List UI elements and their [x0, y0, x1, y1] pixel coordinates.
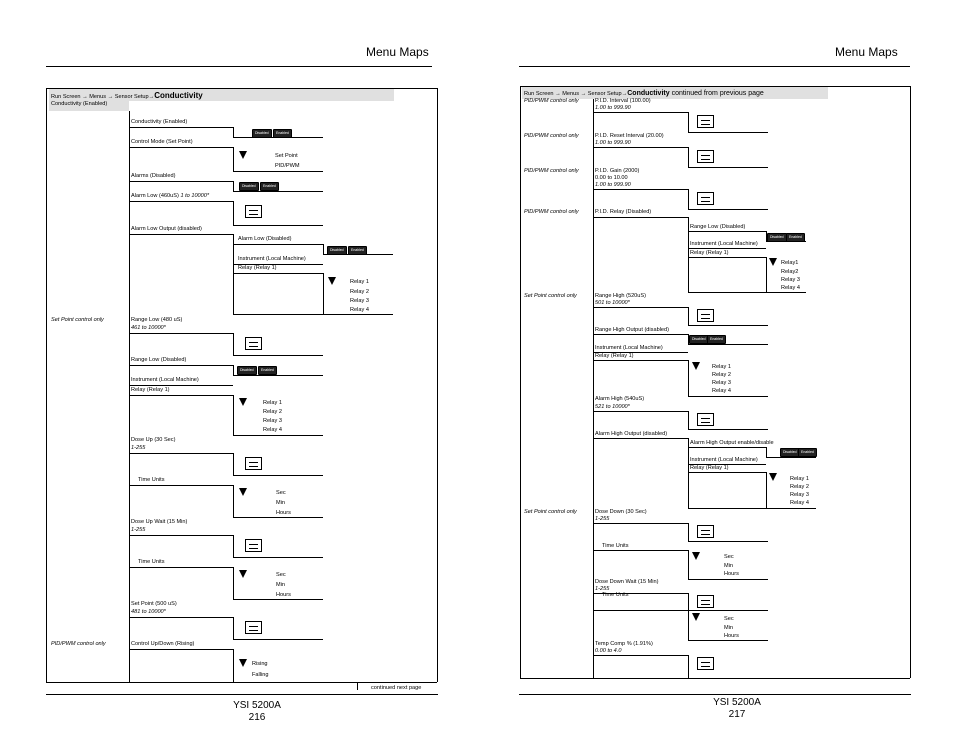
- option: Sec: [724, 554, 734, 560]
- disabled-button-icon: Disabled: [237, 366, 257, 375]
- menu-item: P.I.D. Reset Interval (20.00): [595, 133, 664, 139]
- range-text: 1-255: [595, 586, 610, 592]
- dropdown-arrow-icon: [769, 258, 777, 266]
- keyboard-icon: [697, 657, 714, 670]
- option: Relay 4: [350, 307, 369, 313]
- menu-item: P.I.D. Interval (100.00): [595, 98, 651, 104]
- range-text: 1.00 to 999.90: [595, 182, 631, 188]
- submenu-item: Instrument (Local Machine): [238, 256, 306, 262]
- option: Relay 3: [781, 277, 800, 283]
- disabled-button-icon: Disabled: [239, 182, 259, 191]
- keyboard-icon: [697, 115, 714, 128]
- option: PID/PWM: [275, 163, 300, 169]
- menu-item: Alarm Low (460uS) 1 to 10000*: [131, 193, 210, 199]
- enabled-button-icon: Enabled: [258, 366, 277, 375]
- range-text: 1-255: [131, 527, 146, 533]
- continued-note: continued next page: [371, 685, 422, 691]
- side-label: PID/PWM control only: [524, 209, 579, 215]
- keyboard-icon: [697, 150, 714, 163]
- submenu-item: Range Low (Disabled): [690, 224, 746, 230]
- keyboard-icon: [245, 539, 262, 552]
- menu-item: Dose Up (30 Sec): [131, 437, 176, 443]
- breadcrumb-title: Conductivity: [154, 91, 203, 100]
- menu-item: Alarm High Output (disabled): [595, 431, 668, 437]
- option: Relay 2: [790, 484, 809, 490]
- option: Relay 1: [350, 279, 369, 285]
- option: Min: [724, 625, 734, 631]
- enabled-button-icon: Enabled: [348, 246, 367, 255]
- root-item: Conductivity (Enabled): [51, 101, 108, 107]
- option: Hours: [276, 510, 291, 516]
- menu-item: Range High (520uS): [595, 293, 646, 299]
- menu-item: P.I.D. Gain (2000): [595, 168, 640, 174]
- enabled-button-icon: Enabled: [273, 129, 292, 138]
- submenu-item: Alarm Low (Disabled): [238, 236, 292, 242]
- submenu-item: Relay (Relay 1): [238, 265, 277, 271]
- menu-item: Control Mode (Set Point): [131, 139, 193, 145]
- menu-item: Conductivity (Enabled): [131, 119, 188, 125]
- dropdown-arrow-icon: [692, 362, 700, 370]
- option: Relay 3: [790, 492, 809, 498]
- option: Relay 4: [790, 500, 809, 506]
- dropdown-arrow-icon: [769, 473, 777, 481]
- keyboard-icon: [245, 337, 262, 350]
- menu-item: Dose Down Wait (15 Min): [595, 579, 659, 585]
- disabled-button-icon: Disabled: [252, 129, 272, 138]
- option: Relay 3: [263, 418, 282, 424]
- disabled-button-icon: Disabled: [767, 233, 787, 242]
- side-label: PID/PWM control only: [524, 98, 579, 104]
- side-label: PID/PWM control only: [524, 168, 579, 174]
- side-label: PID/PWM control only: [51, 641, 106, 647]
- menu-item: Control Up/Down (Rising): [131, 641, 195, 647]
- menu-item: Time Units: [138, 559, 165, 565]
- menu-item: Alarms (Disabled): [131, 173, 176, 179]
- enabled-button-icon: Enabled: [786, 233, 805, 242]
- submenu-item: Alarm High Output enable/disable: [690, 440, 774, 446]
- menu-item: Relay (Relay 1): [131, 387, 170, 393]
- option: Rising: [252, 661, 268, 667]
- option: Hours: [724, 633, 739, 639]
- option: Relay2: [781, 269, 799, 275]
- option: Min: [276, 500, 286, 506]
- side-label: Set Point control only: [51, 317, 104, 323]
- menu-item: Relay (Relay 1): [595, 353, 634, 359]
- option: Sec: [724, 616, 734, 622]
- keyboard-icon: [245, 205, 262, 218]
- option: Hours: [276, 592, 291, 598]
- disabled-button-icon: Disabled: [689, 335, 709, 344]
- continue-arrow-icon: [357, 682, 367, 690]
- page-header: Menu Maps: [835, 45, 898, 59]
- menu-item: Instrument (Local Machine): [595, 345, 663, 351]
- option: Relay1: [781, 260, 799, 266]
- keyboard-icon: [697, 309, 714, 322]
- menu-item: Instrument (Local Machine): [131, 377, 199, 383]
- submenu-item: Relay (Relay 1): [690, 465, 729, 471]
- range-text: 0.00 to 10.00: [595, 175, 628, 181]
- option: Hours: [724, 571, 739, 577]
- menu-item: Dose Down (30 Sec): [595, 509, 647, 515]
- side-label: Set Point control only: [524, 509, 577, 515]
- dropdown-arrow-icon: [692, 552, 700, 560]
- menu-item: Alarm High (540uS): [595, 396, 645, 402]
- range-text: 1-255: [131, 445, 146, 451]
- submenu-item: Instrument (Local Machine): [690, 241, 758, 247]
- submenu-item: Relay (Relay 1): [690, 250, 729, 256]
- page-footer: YSI 5200A 216: [233, 700, 281, 723]
- menu-item: Dose Up Wait (15 Min): [131, 519, 188, 525]
- option: Relay 1: [712, 364, 731, 370]
- range-text: 1.00 to 999.90: [595, 140, 631, 146]
- option: Relay 4: [712, 388, 731, 394]
- page-header: Menu Maps: [366, 45, 429, 59]
- option: Relay 1: [263, 400, 282, 406]
- menu-item: Time Units: [602, 592, 629, 598]
- range-text: 461 to 10000*: [131, 325, 166, 331]
- keyboard-icon: [245, 457, 262, 470]
- keyboard-icon: [697, 525, 714, 538]
- option: Relay 3: [712, 380, 731, 386]
- menu-item: Range High Output (disabled): [595, 327, 670, 333]
- dropdown-arrow-icon: [692, 613, 700, 621]
- menu-item: Range Low (480 uS): [131, 317, 183, 323]
- side-label: Set Point control only: [524, 293, 577, 299]
- option: Relay 4: [781, 285, 800, 291]
- submenu-item: Instrument (Local Machine): [690, 457, 758, 463]
- menu-item: P.I.D. Relay (Disabled): [595, 209, 652, 215]
- menu-item: Alarm Low Output (disabled): [131, 226, 202, 232]
- dropdown-arrow-icon: [239, 659, 247, 667]
- keyboard-icon: [245, 621, 262, 634]
- option: Relay 4: [263, 427, 282, 433]
- dropdown-arrow-icon: [239, 488, 247, 496]
- disabled-button-icon: Disabled: [780, 448, 800, 457]
- option: Set Point: [275, 153, 298, 159]
- option: Relay 2: [712, 372, 731, 378]
- option: Min: [724, 563, 734, 569]
- enabled-button-icon: Enabled: [798, 448, 817, 457]
- side-label: PID/PWM control only: [524, 133, 579, 139]
- range-text: 521 to 10000*: [595, 404, 630, 410]
- keyboard-icon: [697, 413, 714, 426]
- option: Min: [276, 582, 286, 588]
- page-footer: YSI 5200A 217: [713, 697, 761, 720]
- enabled-button-icon: Enabled: [707, 335, 726, 344]
- range-text: 0.00 to 4.0: [595, 648, 622, 654]
- keyboard-icon: [697, 595, 714, 608]
- option: Relay 3: [350, 298, 369, 304]
- menu-item: Time Units: [602, 543, 629, 549]
- dropdown-arrow-icon: [239, 151, 247, 159]
- dropdown-arrow-icon: [328, 277, 336, 285]
- dropdown-arrow-icon: [239, 398, 247, 406]
- breadcrumb-path: Run Screen → Menus → Sensor Setup→: [51, 94, 155, 100]
- range-text: 481 to 10000*: [131, 609, 166, 615]
- option: Falling: [252, 672, 269, 678]
- menu-item: Time Units: [138, 477, 165, 483]
- range-text: 1.00 to 999.90: [595, 105, 631, 111]
- option: Relay 2: [350, 289, 369, 295]
- menu-item: Range Low (Disabled): [131, 357, 187, 363]
- option: Relay 2: [263, 409, 282, 415]
- menu-item: Set Point (500 uS): [131, 601, 177, 607]
- menu-item: Temp Comp % (1.91%): [595, 641, 653, 647]
- range-text: 1-255: [595, 516, 610, 522]
- option: Sec: [276, 490, 286, 496]
- enabled-button-icon: Enabled: [260, 182, 279, 191]
- range-text: 501 to 10000*: [595, 300, 630, 306]
- keyboard-icon: [697, 192, 714, 205]
- dropdown-arrow-icon: [239, 570, 247, 578]
- option: Sec: [276, 572, 286, 578]
- option: Relay 1: [790, 476, 809, 482]
- disabled-button-icon: Disabled: [327, 246, 347, 255]
- breadcrumb: Run Screen → Menus → Sensor Setup→Conductivity continued from previous page: [524, 90, 764, 97]
